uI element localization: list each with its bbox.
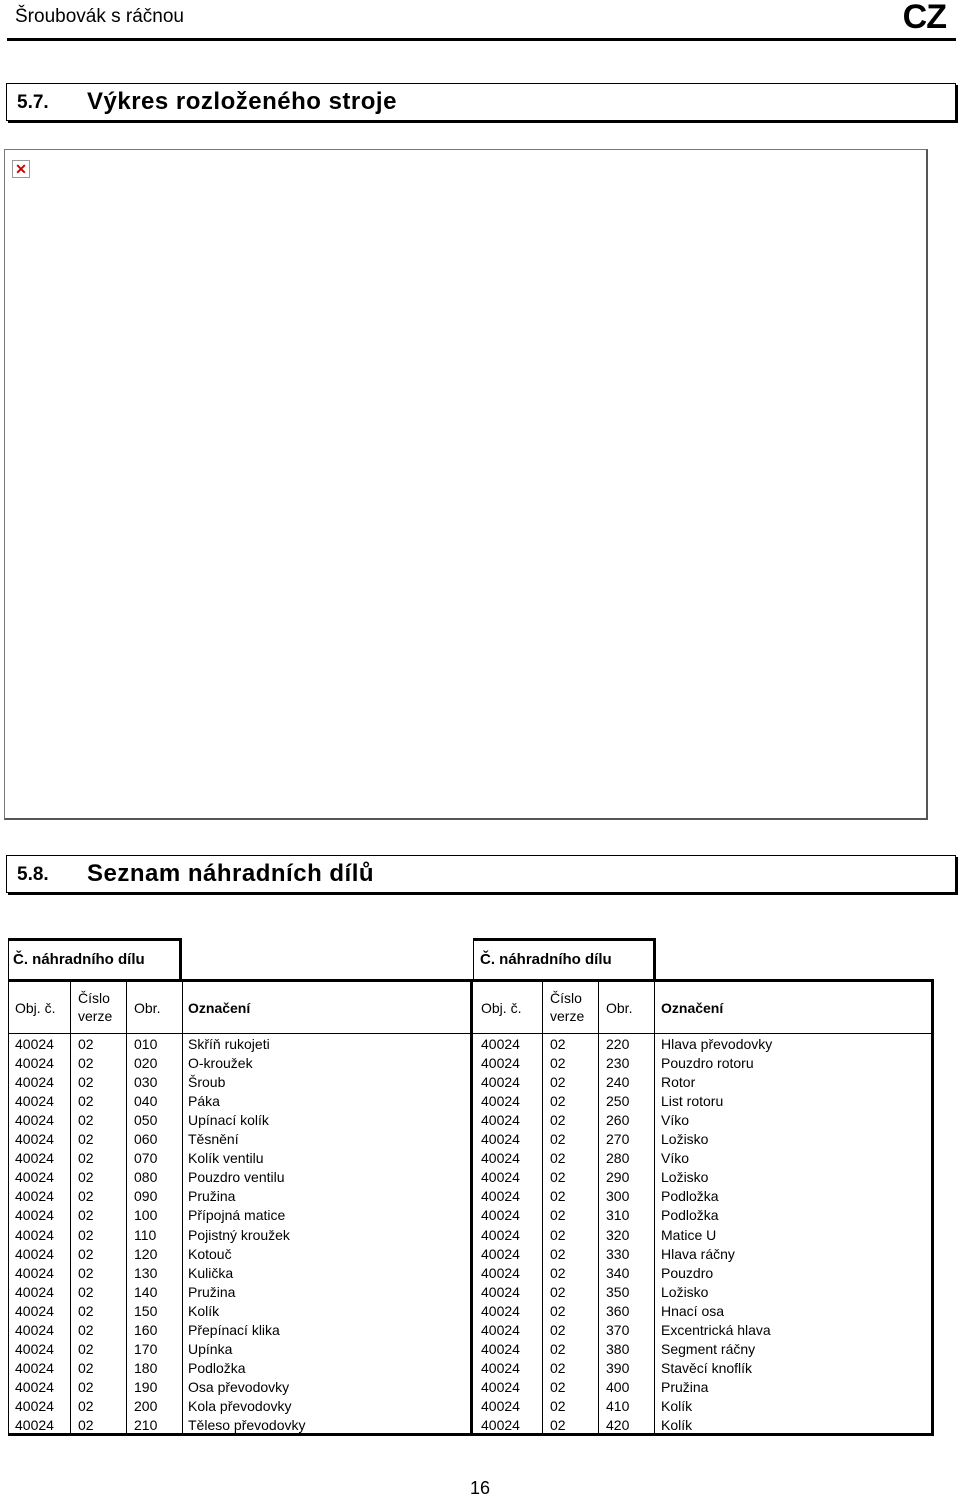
figure-number-cell: 010 xyxy=(134,1036,158,1052)
version-cell: 02 xyxy=(550,1417,566,1433)
designation-cell: Kola převodovky xyxy=(188,1397,292,1414)
figure-number-cell: 380 xyxy=(606,1340,630,1357)
version-cell: 02 xyxy=(550,1245,566,1262)
designation-cell: Ložisko xyxy=(661,1283,709,1300)
order-number-cell: 40024 xyxy=(481,1359,520,1376)
order-number-cell: 40024 xyxy=(481,1169,520,1186)
designation-cell: Kulička xyxy=(188,1264,234,1281)
order-number-cell: 40024 xyxy=(481,1036,520,1052)
figure-number-cell: 170 xyxy=(134,1340,158,1357)
version-cell: 02 xyxy=(78,1264,94,1281)
figure-number-cell: 080 xyxy=(134,1169,158,1186)
order-number-cell: 40024 xyxy=(481,1055,520,1072)
figure-number-cell: 190 xyxy=(134,1378,158,1395)
col-header-version-2: verze xyxy=(550,1008,585,1024)
designation-cell: Podložka xyxy=(661,1188,719,1205)
version-cell: 02 xyxy=(78,1093,94,1110)
designation-cell: Víko xyxy=(661,1112,690,1129)
designation-cell: Segment ráčny xyxy=(661,1340,756,1357)
figure-number-cell: 050 xyxy=(134,1112,158,1129)
designation-cell: Pružina xyxy=(661,1378,709,1395)
version-cell: 02 xyxy=(550,1378,566,1395)
version-cell: 02 xyxy=(550,1093,566,1110)
header-rule xyxy=(7,38,956,41)
figure-number-cell: 340 xyxy=(606,1264,630,1281)
figure-number-cell: 040 xyxy=(134,1093,158,1110)
figure-number-cell: 090 xyxy=(134,1188,158,1205)
figure-number-cell: 280 xyxy=(606,1150,630,1167)
order-number-cell: 40024 xyxy=(481,1074,520,1091)
order-number-cell: 40024 xyxy=(15,1226,54,1243)
figure-number-cell: 030 xyxy=(134,1074,158,1091)
version-cell: 02 xyxy=(78,1112,94,1129)
order-number-cell: 40024 xyxy=(481,1264,520,1281)
section-title: Výkres rozloženého stroje xyxy=(87,88,397,115)
version-cell: 02 xyxy=(78,1245,94,1262)
figure-number-cell: 350 xyxy=(606,1283,630,1300)
version-cell: 02 xyxy=(78,1340,94,1357)
order-number-cell: 40024 xyxy=(481,1321,520,1338)
figure-number-cell: 140 xyxy=(134,1283,158,1300)
broken-image-icon: ✕ xyxy=(12,160,30,178)
order-number-cell: 40024 xyxy=(481,1150,520,1167)
figure-number-cell: 390 xyxy=(606,1359,630,1376)
version-cell: 02 xyxy=(550,1055,566,1072)
col-header-version-2: verze xyxy=(78,1008,113,1024)
order-number-cell: 40024 xyxy=(15,1359,54,1376)
designation-cell: Pružina xyxy=(188,1188,236,1205)
order-number-cell: 40024 xyxy=(15,1131,54,1148)
designation-cell: Skříň rukojeti xyxy=(188,1036,270,1052)
designation-cell: Kolík xyxy=(661,1417,693,1433)
order-number-cell: 40024 xyxy=(15,1321,54,1338)
figure-number-cell: 210 xyxy=(134,1417,158,1433)
language-code: CZ xyxy=(902,0,946,36)
order-number-cell: 40024 xyxy=(15,1150,54,1167)
version-cell: 02 xyxy=(550,1074,566,1091)
col-header-designation: Označení xyxy=(661,1000,724,1016)
designation-cell: Podložka xyxy=(661,1207,719,1224)
section-number: 5.8. xyxy=(17,864,49,885)
version-cell: 02 xyxy=(550,1283,566,1300)
figure-number-cell: 180 xyxy=(134,1359,158,1376)
version-cell: 02 xyxy=(550,1169,566,1186)
version-cell: 02 xyxy=(550,1188,566,1205)
version-cell: 02 xyxy=(550,1340,566,1357)
order-number-cell: 40024 xyxy=(481,1207,520,1224)
version-cell: 02 xyxy=(78,1226,94,1243)
order-number-cell: 40024 xyxy=(15,1055,54,1072)
figure-number-cell: 240 xyxy=(606,1074,630,1091)
version-cell: 02 xyxy=(78,1169,94,1186)
designation-cell: Kolík ventilu xyxy=(188,1150,264,1167)
designation-cell: Ložisko xyxy=(661,1169,709,1186)
figure-number-cell: 220 xyxy=(606,1036,630,1052)
designation-cell: Kolík xyxy=(661,1397,693,1414)
designation-cell: Upínka xyxy=(188,1340,233,1357)
order-number-cell: 40024 xyxy=(15,1169,54,1186)
designation-cell: List rotoru xyxy=(661,1093,724,1110)
figure-number-cell: 200 xyxy=(134,1397,158,1414)
version-cell: 02 xyxy=(550,1036,566,1052)
figure-number-cell: 060 xyxy=(134,1131,158,1148)
section-title: Seznam náhradních dílů xyxy=(87,860,375,887)
order-number-cell: 40024 xyxy=(15,1188,54,1205)
designation-cell: Ložisko xyxy=(661,1131,709,1148)
order-number-cell: 40024 xyxy=(15,1207,54,1224)
designation-cell: Pouzdro rotoru xyxy=(661,1055,754,1072)
figure-number-cell: 160 xyxy=(134,1321,158,1338)
order-number-cell: 40024 xyxy=(481,1093,520,1110)
order-number-cell: 40024 xyxy=(15,1245,54,1262)
document-title: Šroubovák s ráčnou xyxy=(15,6,184,27)
designation-cell: Pouzdro xyxy=(661,1264,714,1281)
version-cell: 02 xyxy=(550,1131,566,1148)
designation-cell: Pružina xyxy=(188,1283,236,1300)
version-cell: 02 xyxy=(78,1188,94,1205)
designation-cell: Hnací osa xyxy=(661,1302,725,1319)
designation-cell: Přípojná matice xyxy=(188,1207,286,1224)
version-cell: 02 xyxy=(78,1283,94,1300)
figure-number-cell: 020 xyxy=(134,1055,158,1072)
version-cell: 02 xyxy=(550,1302,566,1319)
designation-cell: Páka xyxy=(188,1093,220,1110)
version-cell: 02 xyxy=(550,1112,566,1129)
figure-number-cell: 330 xyxy=(606,1245,630,1262)
designation-cell: Pojistný kroužek xyxy=(188,1226,290,1243)
version-cell: 02 xyxy=(78,1074,94,1091)
order-number-cell: 40024 xyxy=(481,1340,520,1357)
order-number-cell: 40024 xyxy=(481,1131,520,1148)
order-number-cell: 40024 xyxy=(481,1283,520,1300)
order-number-cell: 40024 xyxy=(481,1302,520,1319)
version-cell: 02 xyxy=(550,1207,566,1224)
version-cell: 02 xyxy=(550,1397,566,1414)
version-cell: 02 xyxy=(78,1359,94,1376)
section-number: 5.7. xyxy=(17,92,49,113)
col-header-version: Číslo xyxy=(550,990,582,1006)
figure-number-cell: 290 xyxy=(606,1169,630,1186)
version-cell: 02 xyxy=(78,1131,94,1148)
col-header-figure: Obr. xyxy=(134,1000,161,1016)
designation-cell: Excentrická hlava xyxy=(661,1321,771,1338)
figure-number-cell: 120 xyxy=(134,1245,158,1262)
version-cell: 02 xyxy=(78,1055,94,1072)
order-number-cell: 40024 xyxy=(15,1036,54,1052)
version-cell: 02 xyxy=(550,1264,566,1281)
order-number-cell: 40024 xyxy=(481,1378,520,1395)
version-cell: 02 xyxy=(78,1378,94,1395)
designation-cell: O-kroužek xyxy=(188,1055,253,1072)
version-cell: 02 xyxy=(78,1397,94,1414)
order-number-cell: 40024 xyxy=(15,1093,54,1110)
figure-number-cell: 260 xyxy=(606,1112,630,1129)
order-number-cell: 40024 xyxy=(481,1397,520,1414)
designation-cell: Kolík xyxy=(188,1302,220,1319)
order-number-cell: 40024 xyxy=(481,1417,520,1433)
col-header-version: Číslo xyxy=(78,990,110,1006)
figure-number-cell: 230 xyxy=(606,1055,630,1072)
figure-number-cell: 150 xyxy=(134,1302,158,1319)
figure-number-cell: 360 xyxy=(606,1302,630,1319)
order-number-cell: 40024 xyxy=(15,1378,54,1395)
designation-cell: Pouzdro ventilu xyxy=(188,1169,285,1186)
order-number-cell: 40024 xyxy=(15,1397,54,1414)
figure-number-cell: 310 xyxy=(606,1207,630,1224)
version-cell: 02 xyxy=(78,1036,94,1052)
order-number-cell: 40024 xyxy=(15,1112,54,1129)
figure-number-cell: 130 xyxy=(134,1264,158,1281)
order-number-cell: 40024 xyxy=(481,1112,520,1129)
version-cell: 02 xyxy=(550,1150,566,1167)
figure-number-cell: 320 xyxy=(606,1226,630,1243)
designation-cell: Rotor xyxy=(661,1074,696,1091)
group-header-right: Č. náhradního dílu xyxy=(480,951,612,968)
designation-cell: Hlava ráčny xyxy=(661,1245,735,1262)
designation-cell: Hlava převodovky xyxy=(661,1036,773,1052)
section-heading-exploded-drawing xyxy=(6,83,956,121)
designation-cell: Víko xyxy=(661,1150,690,1167)
version-cell: 02 xyxy=(78,1302,94,1319)
section-heading-spare-parts xyxy=(6,855,956,893)
version-cell: 02 xyxy=(78,1150,94,1167)
figure-number-cell: 370 xyxy=(606,1321,630,1338)
figure-number-cell: 420 xyxy=(606,1417,630,1433)
figure-number-cell: 070 xyxy=(134,1150,158,1167)
order-number-cell: 40024 xyxy=(15,1074,54,1091)
col-header-order-no: Obj. č. xyxy=(481,1000,522,1016)
col-header-designation: Označení xyxy=(188,1000,251,1016)
designation-cell: Osa převodovky xyxy=(188,1378,290,1395)
version-cell: 02 xyxy=(550,1321,566,1338)
order-number-cell: 40024 xyxy=(481,1188,520,1205)
designation-cell: Matice U xyxy=(661,1226,717,1243)
figure-number-cell: 300 xyxy=(606,1188,630,1205)
group-header-left: Č. náhradního dílu xyxy=(13,951,145,968)
exploded-drawing-frame xyxy=(4,149,928,820)
order-number-cell: 40024 xyxy=(15,1302,54,1319)
col-header-order-no: Obj. č. xyxy=(15,1000,56,1016)
order-number-cell: 40024 xyxy=(15,1283,54,1300)
order-number-cell: 40024 xyxy=(15,1264,54,1281)
figure-number-cell: 100 xyxy=(134,1207,158,1224)
order-number-cell: 40024 xyxy=(481,1226,520,1243)
col-header-figure: Obr. xyxy=(606,1000,633,1016)
designation-cell: Těsnění xyxy=(188,1131,239,1148)
figure-number-cell: 270 xyxy=(606,1131,630,1148)
version-cell: 02 xyxy=(78,1321,94,1338)
order-number-cell: 40024 xyxy=(481,1245,520,1262)
figure-number-cell: 250 xyxy=(606,1093,630,1110)
designation-cell: Těleso převodovky xyxy=(188,1417,306,1433)
version-cell: 02 xyxy=(78,1417,94,1433)
version-cell: 02 xyxy=(550,1226,566,1243)
order-number-cell: 40024 xyxy=(15,1417,54,1433)
designation-cell: Kotouč xyxy=(188,1245,232,1262)
version-cell: 02 xyxy=(78,1207,94,1224)
order-number-cell: 40024 xyxy=(15,1340,54,1357)
figure-number-cell: 110 xyxy=(134,1226,157,1243)
designation-cell: Šroub xyxy=(188,1074,226,1091)
designation-cell: Upínací kolík xyxy=(188,1112,269,1129)
version-cell: 02 xyxy=(550,1359,566,1376)
designation-cell: Stavěcí knoflík xyxy=(661,1359,753,1376)
page-number: 16 xyxy=(469,1478,491,1498)
designation-cell: Podložka xyxy=(188,1359,246,1376)
designation-cell: Přepínací klika xyxy=(188,1321,280,1338)
figure-number-cell: 400 xyxy=(606,1378,630,1395)
figure-number-cell: 410 xyxy=(606,1397,630,1414)
